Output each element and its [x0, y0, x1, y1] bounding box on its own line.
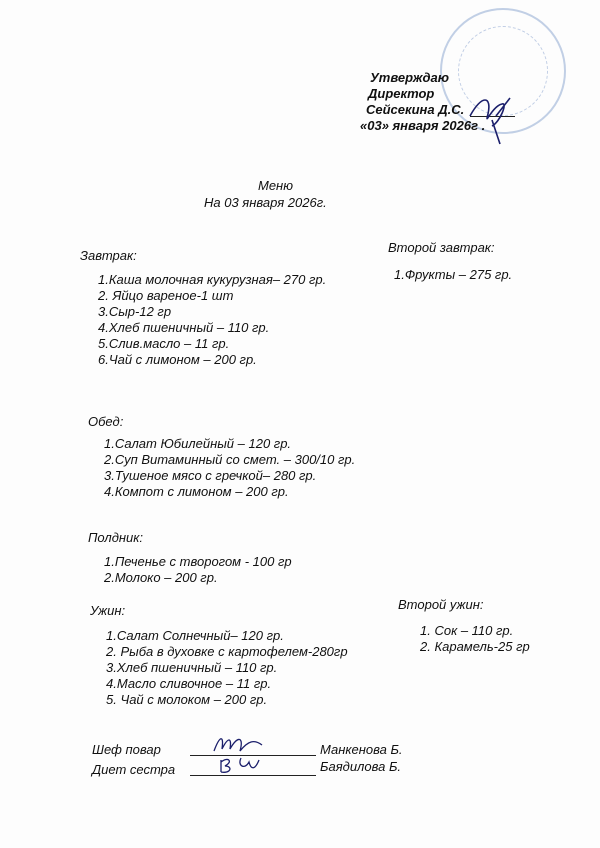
list-item: 2. Карамель-25 гр: [420, 639, 530, 654]
approval-line-2: Директор: [368, 86, 435, 101]
list-item: 1. Сок – 110 гр.: [420, 623, 514, 638]
menu-date: На 03 января 2026г.: [204, 195, 327, 210]
list-item: 4.Компот с лимоном – 200 гр.: [104, 484, 289, 499]
diet-nurse-name: Баядилова Б.: [320, 759, 402, 774]
list-item: 4.Масло сливочное – 11 гр.: [106, 676, 272, 691]
second-dinner-label: Второй ужин:: [398, 597, 484, 612]
list-item: 3.Тушеное мясо с гречкой– 280 гр.: [104, 468, 317, 483]
dinner-list: [106, 628, 348, 708]
breakfast-list: [98, 272, 326, 368]
snack-list: [104, 554, 292, 586]
list-item: 3.Сыр-12 гр: [98, 304, 172, 319]
list-item: 1.Салат Юбилейный – 120 гр.: [104, 436, 292, 451]
second-breakfast-list: [394, 267, 512, 283]
lunch-list: [104, 436, 355, 500]
menu-heading: Меню: [258, 178, 293, 193]
list-item: 1.Фрукты – 275 гр.: [394, 267, 513, 282]
chef-role: Шеф повар: [92, 742, 161, 757]
list-item: 6.Чай с лимоном – 200 гр.: [98, 352, 257, 367]
list-item: 2. Яйцо вареное-1 шт: [98, 288, 234, 303]
list-item: 5.Слив.масло – 11 гр.: [98, 336, 230, 351]
list-item: 2. Рыба в духовке с картофелем-280гр: [106, 644, 348, 659]
list-item: 1.Каша молочная кукурузная– 270 гр.: [98, 272, 327, 287]
diet-nurse-signature-icon: [215, 752, 275, 776]
chef-name: Манкенова Б.: [320, 742, 403, 757]
approval-line-1: Утверждаю: [370, 70, 449, 85]
list-item: 1.Печенье с творогом - 100 гр: [104, 554, 292, 569]
list-item: 1.Салат Солнечный– 120 гр.: [106, 628, 284, 643]
diet-nurse-role: Диет сестра: [92, 762, 176, 777]
approval-line-3: Сейсекина Д.С.: [366, 102, 465, 117]
list-item: 2.Молоко – 200 гр.: [104, 570, 218, 585]
list-item: 3.Хлеб пшеничный – 110 гр.: [106, 660, 278, 675]
list-item: 2.Суп Витаминный со смет. – 300/10 гр.: [104, 452, 356, 467]
list-item: 4.Хлеб пшеничный – 110 гр.: [98, 320, 270, 335]
director-signature-icon: [462, 86, 522, 146]
second-breakfast-label: Второй завтрак:: [388, 240, 495, 255]
second-dinner-list: [420, 623, 530, 655]
list-item: 5. Чай с молоком – 200 гр.: [106, 692, 268, 707]
lunch-label: Обед:: [88, 414, 124, 429]
dinner-label: Ужин:: [90, 603, 126, 618]
breakfast-label: Завтрак:: [80, 248, 137, 263]
approval-date: «03» января 2026г .: [360, 118, 486, 133]
snack-label: Полдник:: [88, 530, 144, 545]
